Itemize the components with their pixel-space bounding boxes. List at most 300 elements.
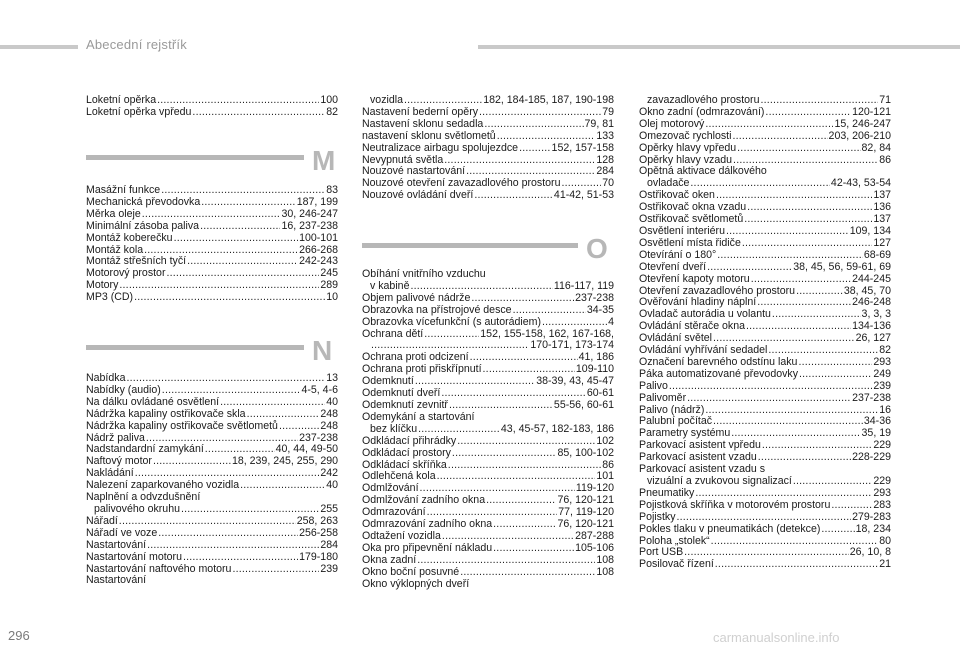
index-entry	[639, 381, 891, 393]
entry-pages: 137	[873, 189, 891, 202]
entry-pages: 100-101	[299, 231, 338, 244]
entry-term: Parkovací asistent vpředu	[639, 439, 761, 452]
index-entry	[86, 268, 338, 280]
entry-term: Nářadí ve voze	[86, 526, 158, 539]
entry-pages: 16	[879, 403, 891, 416]
entry-term: Nevypnutá světla	[362, 153, 444, 166]
entry-term: Montáž střešních tyčí	[86, 255, 187, 268]
entry-pages: 102	[596, 434, 614, 447]
dot-leader	[705, 405, 878, 417]
entry-pages: 283	[873, 498, 891, 511]
index-entry	[362, 436, 614, 448]
dot-leader	[220, 397, 325, 409]
dot-leader	[757, 297, 851, 309]
entry-pages: 237-238	[852, 391, 891, 404]
entry-term: Odkládací prostory	[362, 446, 451, 459]
entry-term: v kabině	[370, 279, 410, 292]
entry-term: Opětná aktivace dálkového	[639, 165, 767, 178]
dot-leader	[142, 209, 281, 221]
index-entry	[86, 504, 338, 516]
entry-term: Omezovač rychlosti	[639, 129, 732, 142]
entry-term: Ostřikovač světlometů	[639, 213, 744, 226]
entry-term: Motory	[86, 279, 119, 292]
entry-pages: 244-245	[852, 272, 891, 285]
entry-pages: 79, 81	[584, 117, 614, 130]
index-entry	[86, 516, 338, 528]
entry-term: nastavení sklonu světlometů	[362, 129, 496, 142]
entry-pages: 293	[873, 486, 891, 499]
dot-leader	[444, 155, 595, 167]
entry-pages: 83	[326, 184, 338, 196]
watermark: carmanualsonline.info	[713, 630, 840, 645]
dot-leader	[713, 416, 863, 428]
dot-leader	[371, 340, 529, 352]
entry-pages: 34-36	[863, 415, 891, 428]
dot-leader	[758, 452, 851, 464]
entry-pages: 82	[879, 344, 891, 357]
dot-leader	[799, 369, 872, 381]
entry-pages: 30, 246-247	[281, 207, 338, 220]
entry-term: Mechanická převodovka	[86, 195, 201, 208]
entry-pages: 100	[320, 94, 338, 106]
entry-pages: 68-69	[863, 248, 891, 261]
entry-term: Nastartování	[86, 538, 147, 551]
entry-pages: 170-171, 173-174	[530, 339, 614, 352]
entry-term: Naplnění a odvzdušnění	[86, 491, 201, 504]
entry-pages: 137	[873, 213, 891, 226]
entry-pages: 246-248	[852, 296, 891, 309]
entry-pages: 101	[596, 470, 614, 483]
entry-pages: 41, 186	[578, 351, 614, 364]
entry-pages: 152, 155-158, 162, 167-168,	[480, 327, 614, 340]
dot-leader	[690, 178, 830, 190]
entry-pages: 284	[596, 165, 614, 178]
entry-term: Opěrky hlavy vpředu	[639, 141, 737, 154]
index-entry	[362, 131, 614, 143]
dot-leader	[158, 528, 298, 540]
index-entry	[639, 524, 891, 536]
index-column-1-n	[86, 373, 338, 587]
index-column-1-top	[86, 95, 338, 119]
dot-leader	[737, 143, 860, 155]
entry-term: Odemknutí	[362, 375, 414, 388]
entry-term: Měrka oleje	[86, 207, 141, 220]
section-letter: M	[312, 145, 336, 176]
entry-term: Nářadí	[86, 514, 118, 527]
entry-term: palivového okruhu	[94, 502, 180, 515]
dot-leader	[417, 555, 595, 567]
entry-pages: 70	[602, 177, 614, 190]
dot-leader	[471, 293, 574, 305]
entry-term: Odlehčená kola	[362, 470, 436, 483]
dot-leader	[404, 95, 482, 107]
dot-leader	[751, 274, 851, 286]
dot-leader	[713, 333, 855, 345]
dot-leader	[410, 281, 552, 293]
entry-term: Ovládání světel	[639, 332, 713, 345]
dot-leader	[441, 388, 586, 400]
dot-leader	[457, 436, 595, 448]
entry-pages: 82, 84	[861, 141, 891, 154]
section-header-m	[86, 146, 338, 176]
dot-leader	[147, 540, 319, 552]
index-entry	[362, 143, 614, 155]
entry-term: Osvětlení místa řidiče	[639, 236, 741, 249]
index-column-2-o	[362, 269, 614, 590]
entry-pages: 245	[320, 267, 338, 280]
dot-leader	[831, 500, 872, 512]
dot-leader	[486, 495, 556, 507]
entry-term: vizuální a zvukovou signalizací	[647, 475, 792, 487]
entry-term: Nouzové ovládání dveří	[362, 189, 474, 202]
dot-leader	[542, 317, 607, 329]
dot-leader	[135, 468, 320, 480]
entry-term: Port USB	[639, 546, 684, 559]
entry-term: Ostřikovač oken	[639, 189, 715, 202]
entry-pages: 242	[320, 467, 338, 480]
entry-pages: 35, 19	[861, 427, 891, 440]
entry-pages: 279-283	[852, 510, 891, 523]
dot-leader	[793, 476, 872, 488]
index-entry	[639, 500, 891, 512]
entry-term: Odemknutí zevnitř	[362, 398, 448, 411]
index-entry	[362, 305, 614, 317]
entry-pages: 152, 157-158	[551, 141, 614, 154]
entry-pages: 13	[326, 372, 338, 384]
dot-leader	[157, 95, 319, 107]
entry-pages: 249	[873, 367, 891, 380]
dot-leader	[493, 543, 574, 555]
dot-leader	[768, 345, 878, 357]
section-letter: N	[312, 335, 333, 366]
entry-pages: 26, 10, 8	[849, 546, 891, 559]
entry-term: ovladače	[647, 177, 690, 190]
entry-term: Nastavení bederní opěry	[362, 105, 479, 118]
entry-term: Na dálku ovládané osvětlení	[86, 395, 220, 408]
dot-leader	[765, 107, 851, 119]
entry-pages: 77, 119-120	[558, 506, 614, 519]
index-column-2-top	[362, 95, 614, 202]
entry-pages: 256-258	[299, 526, 338, 539]
dot-leader	[772, 309, 861, 321]
dot-leader	[420, 483, 575, 495]
dot-leader	[717, 250, 863, 262]
index-entry	[86, 409, 338, 421]
entry-term: Okno boční posuvné	[362, 565, 460, 578]
entry-term: Palivoměr	[639, 391, 687, 404]
dot-leader	[144, 245, 298, 257]
dot-leader	[415, 376, 535, 388]
entry-term: Neutralizace airbagu spolujezdce	[362, 141, 519, 154]
entry-term: Nádržka kapaliny ostřikovače světlometů	[86, 419, 278, 432]
entry-term: Pojistková skříňka v motorovém prostoru	[639, 498, 831, 511]
entry-pages: 40	[326, 395, 338, 408]
dot-leader	[192, 107, 325, 119]
index-column-3	[639, 95, 891, 571]
index-entry	[86, 540, 338, 552]
entry-term: Odkládací skříňka	[362, 458, 447, 471]
entry-pages: 229	[873, 475, 891, 487]
entry-pages: 109-110	[575, 363, 614, 376]
entry-term: Odkládací přihrádky	[362, 434, 457, 447]
index-entry	[362, 448, 614, 460]
dot-leader	[798, 357, 872, 369]
dot-leader	[707, 262, 792, 274]
entry-pages: 60-61	[586, 387, 614, 400]
entry-pages: 237-238	[299, 431, 338, 444]
entry-term: Ochrana proti přiskřípnutí	[362, 363, 482, 376]
entry-pages: 187, 199	[296, 195, 338, 208]
entry-term: Minimální zásoba paliva	[86, 219, 200, 232]
entry-term: Odmlžování zadního okna	[362, 494, 486, 507]
entry-term: Ověřování hladiny náplní	[639, 296, 757, 309]
entry-term: Olej motorový	[639, 117, 705, 130]
entry-pages: 71	[879, 94, 891, 106]
entry-term: Montáž kola	[86, 243, 144, 256]
index-entry	[639, 143, 891, 155]
entry-pages: 284	[320, 538, 338, 551]
index-entry	[86, 209, 338, 221]
index-entry	[639, 131, 891, 143]
entry-term: Nalezení zaparkovaného vozidla	[86, 479, 240, 492]
entry-pages: 43, 45-57, 182-183, 186	[500, 422, 614, 435]
dot-leader	[695, 488, 872, 500]
entry-term: Palivo (nádrž)	[639, 403, 705, 416]
dot-leader	[119, 516, 296, 528]
entry-term: Oka pro připevnění nákladu	[362, 541, 493, 554]
index-entry	[362, 190, 614, 202]
entry-pages: 239	[320, 562, 338, 575]
dot-leader	[726, 226, 849, 238]
entry-term: Nastartování	[86, 574, 147, 587]
entry-term: Odmrazování zadního okna	[362, 518, 493, 531]
entry-pages: 38, 45, 70	[843, 284, 891, 297]
dot-leader	[181, 504, 319, 516]
dot-leader	[240, 480, 325, 492]
entry-term: Nádržka kapaliny ostřikovače skla	[86, 407, 246, 420]
dot-leader	[742, 238, 872, 250]
index-entry	[362, 317, 614, 329]
dot-leader	[483, 364, 575, 376]
index-entry	[362, 424, 614, 436]
entry-pages: 21	[879, 558, 891, 571]
entry-pages: 82	[326, 105, 338, 118]
index-entry	[639, 119, 891, 131]
section-bar	[86, 155, 304, 160]
dot-leader	[460, 567, 595, 579]
entry-term: Nouzové nastartování	[362, 165, 466, 178]
dot-leader	[493, 519, 556, 531]
entry-term: Otevření kapoty motoru	[639, 272, 750, 285]
dot-leader	[484, 119, 583, 131]
entry-term: Ovladač autorádia u volantu	[639, 308, 771, 321]
index-entry-heading	[362, 412, 614, 424]
dot-leader	[424, 329, 479, 341]
index-entry	[362, 119, 614, 131]
entry-term: zavazadlového prostoru	[647, 94, 760, 106]
entry-pages: 86	[602, 458, 614, 471]
entry-pages: 258, 263	[296, 514, 338, 527]
index-column-1-m	[86, 185, 338, 304]
index-entry	[86, 233, 338, 245]
dot-leader	[437, 471, 596, 483]
dot-leader	[519, 143, 550, 155]
entry-pages: 34-35	[586, 303, 614, 316]
entry-term: Otevření zavazadlového prostoru	[639, 284, 796, 297]
entry-term: Nouzové otevření zavazadlového prostoru	[362, 177, 561, 190]
dot-leader	[448, 460, 601, 472]
dot-leader	[205, 444, 275, 456]
page-number: 296	[8, 628, 30, 643]
entry-pages: 3, 3, 3	[861, 308, 891, 321]
entry-pages: 242-243	[299, 255, 338, 268]
entry-pages: 41-42, 51-53	[553, 189, 614, 202]
index-entry	[639, 238, 891, 250]
dot-leader	[715, 559, 878, 571]
entry-pages: 182, 184-185, 187, 190-198	[483, 94, 614, 106]
dot-leader	[200, 221, 280, 233]
entry-pages: 38-39, 43, 45-47	[536, 375, 614, 388]
entry-pages: 289	[320, 279, 338, 292]
dot-leader	[232, 564, 319, 576]
header-rule-left	[0, 45, 78, 49]
entry-pages: 127	[873, 236, 891, 249]
index-entry	[86, 221, 338, 233]
dot-leader	[442, 531, 574, 543]
section-letter: O	[586, 233, 608, 264]
dot-leader	[760, 95, 878, 107]
entry-term: Označení barevného odstínu laku	[639, 355, 798, 368]
entry-term: Osvětlení interiéru	[639, 224, 725, 237]
entry-term: vozidla	[370, 94, 403, 106]
entry-term: Parkovací asistent vzadu	[639, 451, 757, 464]
entry-pages: 85, 100-102	[557, 446, 614, 459]
index-entry-heading	[86, 575, 338, 587]
entry-term: Motorový prostor	[86, 267, 166, 280]
entry-term: Nastavení sklonu sedadla	[362, 117, 484, 130]
dot-leader	[449, 400, 553, 412]
entry-pages: 120-121	[852, 105, 891, 118]
dot-leader	[126, 373, 325, 385]
dot-leader	[762, 440, 872, 452]
dot-leader	[161, 185, 325, 197]
entry-pages: 4-5, 4-6	[301, 383, 338, 396]
entry-pages: 108	[596, 565, 614, 578]
entry-pages: 287-288	[575, 529, 614, 542]
dot-leader	[187, 256, 298, 268]
entry-term: MP3 (CD)	[86, 291, 134, 304]
entry-term: Naftový motor	[86, 455, 152, 468]
section-header-o	[362, 234, 614, 264]
dot-leader	[427, 507, 558, 519]
entry-term: Parkovací asistent vzadu s	[639, 463, 766, 476]
entry-pages: 108	[596, 553, 614, 566]
dot-leader	[677, 512, 852, 524]
entry-pages: 105-106	[575, 541, 614, 554]
dot-leader	[119, 280, 319, 292]
entry-pages: 266-268	[299, 243, 338, 256]
index-entry	[86, 397, 338, 409]
entry-pages: 293	[873, 355, 891, 368]
section-bar	[362, 243, 578, 248]
entry-term: Loketní opěrka	[86, 94, 157, 106]
entry-pages: 26, 127	[855, 332, 891, 345]
index-entry	[639, 369, 891, 381]
entry-pages: 18, 239, 245, 255, 290	[231, 455, 338, 468]
index-entry	[639, 393, 891, 405]
index-entry-heading	[362, 579, 614, 591]
dot-leader	[711, 536, 879, 548]
dot-leader	[418, 424, 500, 436]
entry-pages: 40, 44, 49-50	[275, 443, 338, 456]
section-bar	[86, 345, 304, 350]
entry-term: Objem palivové nádrže	[362, 291, 471, 304]
entry-pages: 128	[596, 153, 614, 166]
dot-leader	[452, 448, 557, 460]
index-entry	[639, 262, 891, 274]
index-entry	[86, 280, 338, 292]
entry-term: Nádrž paliva	[86, 431, 145, 444]
entry-pages: 15, 246-247	[834, 117, 891, 130]
entry-term: Otevření dveří	[639, 260, 707, 273]
entry-pages: 116-117, 119	[553, 279, 614, 292]
entry-term: Masážní funkce	[86, 184, 161, 196]
entry-term: Pneumatiky	[639, 486, 695, 499]
dot-leader	[747, 202, 872, 214]
index-entry	[639, 559, 891, 571]
dot-leader	[731, 428, 860, 440]
entry-pages: 179-180	[299, 550, 338, 563]
entry-pages: 239	[873, 379, 891, 392]
entry-pages: 76, 120-121	[557, 494, 614, 507]
entry-term: Palivo	[639, 379, 668, 392]
entry-term: Ovládání vyhřívání sedadel	[639, 344, 768, 357]
header-rule-right	[478, 45, 960, 49]
index-entry	[639, 250, 891, 262]
entry-pages: 237-238	[575, 291, 614, 304]
entry-term: Parametry systému	[639, 427, 731, 440]
entry-term: Ochrana proti odcizení	[362, 351, 469, 364]
entry-pages: 248	[320, 407, 338, 420]
entry-pages: 109, 134	[849, 224, 891, 237]
entry-term: Nastartování motoru	[86, 550, 182, 563]
entry-term: Posilovač řízení	[639, 558, 714, 571]
dot-leader	[733, 155, 878, 167]
index-entry	[86, 107, 338, 119]
dot-leader	[470, 352, 578, 364]
dot-leader	[687, 393, 851, 405]
entry-term: Pokles tlaku v pneumatikách (detekce)	[639, 522, 821, 535]
entry-pages: 80	[879, 534, 891, 547]
entry-pages: 4	[608, 315, 614, 328]
dot-leader	[466, 166, 595, 178]
entry-term: Ochrana dětí	[362, 327, 424, 340]
entry-pages: 10	[326, 291, 338, 304]
entry-pages: 42-43, 53-54	[830, 177, 891, 190]
entry-term: Opěrky hlavy vzadu	[639, 153, 733, 166]
entry-pages: 248	[320, 419, 338, 432]
dot-leader	[716, 190, 872, 202]
entry-pages: 133	[596, 129, 614, 142]
index-entry	[86, 552, 338, 564]
dot-leader	[669, 381, 872, 393]
entry-pages: 16, 237-238	[281, 219, 338, 232]
dot-leader	[279, 421, 319, 433]
entry-term: Okna zadní	[362, 553, 417, 566]
entry-pages: 40	[326, 479, 338, 492]
entry-term: Obíhání vnitřního vzduchu	[362, 268, 486, 280]
index-entry	[362, 543, 614, 555]
